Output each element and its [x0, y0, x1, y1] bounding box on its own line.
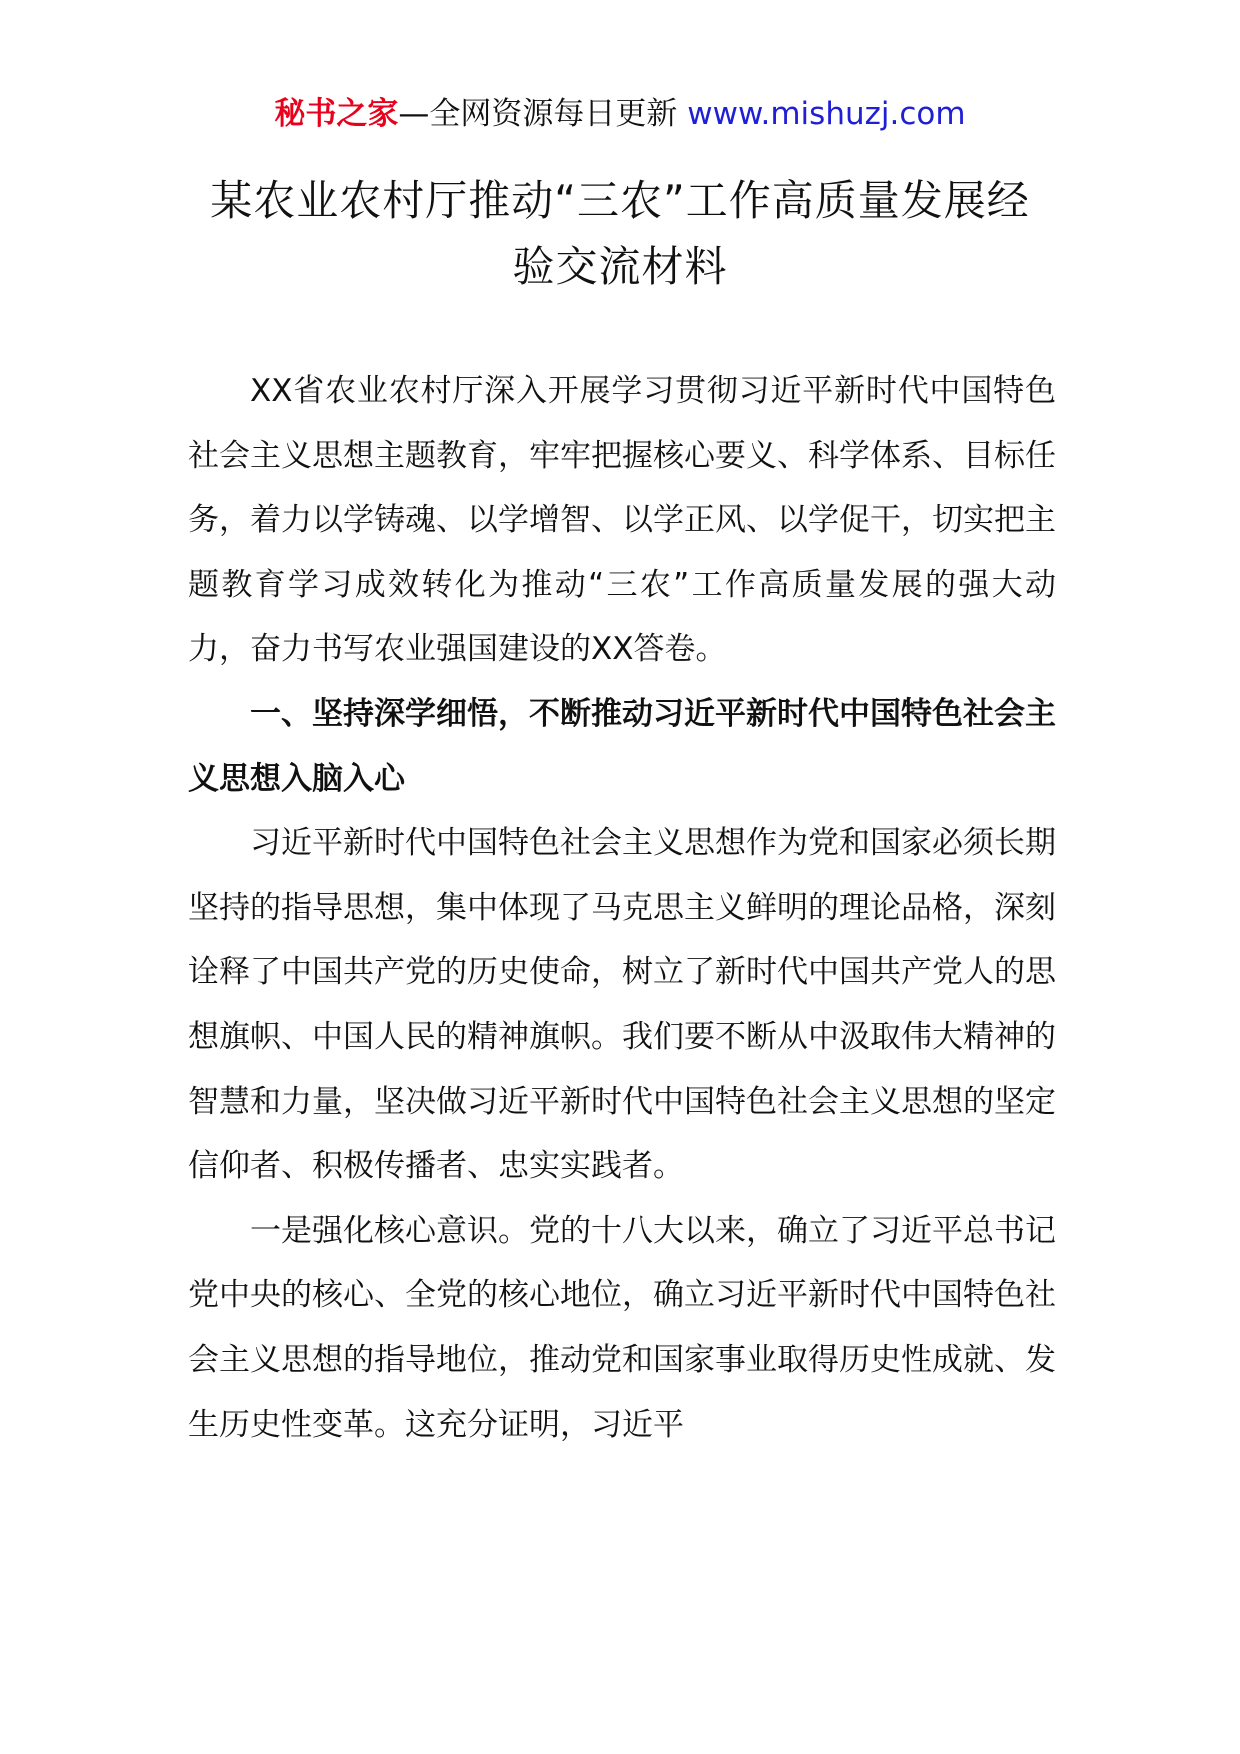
- document-title: 某农业农村厅推动“三农”工作高质量发展经验交流材料: [210, 176, 1030, 291]
- section-heading-1: 一、坚持深学细悟，不断推动习近平新时代中国特色社会主义思想入脑入心: [188, 695, 1056, 797]
- document-body: [188, 359, 1056, 1457]
- paragraph-intro: XX省农业农村厅深入开展学习贯彻习近平新时代中国特色社会主义思想主题教育，牢牢把握核心要义、科学体系、目标任务，着力以学铸魂、以学增智、以学正风、以学促干，切实把主题教育学习成效转化为推动“三农”工作高质量发展的强大动力，奋力书写农业强国建设的XX答卷。: [188, 373, 1056, 668]
- paragraph-section-1: 习近平新时代中国特色社会主义思想作为党和国家必须长期坚持的指导思想，集中体现了马克思主义鲜明的理论品格，深刻诠释了中国共产党的历史使命，树立了新时代中国共产党人的思想旗帜、中国人民的精神旗帜。我们要不断从中汲取伟大精神的智慧和力量，坚决做习近平新时代中国特色社会主义思想的坚定信仰者、积极传播者、忠实实践者。: [188, 825, 1056, 1185]
- brand-name: 秘书之家: [274, 96, 399, 132]
- site-header: [0, 92, 1240, 136]
- header-tagline: —全网资源每日更新: [398, 96, 678, 132]
- site-url-link[interactable]: www.mishuzj.com: [687, 96, 966, 132]
- paragraph-core-awareness: 一是强化核心意识。党的十八大以来，确立了习近平总书记党中央的核心、全党的核心地位，确立习近平新时代中国特色社会主义思想的指导地位，推动党和国家事业取得历史性成就、发生历史性变革。这充分证明，习近平: [188, 1212, 1056, 1443]
